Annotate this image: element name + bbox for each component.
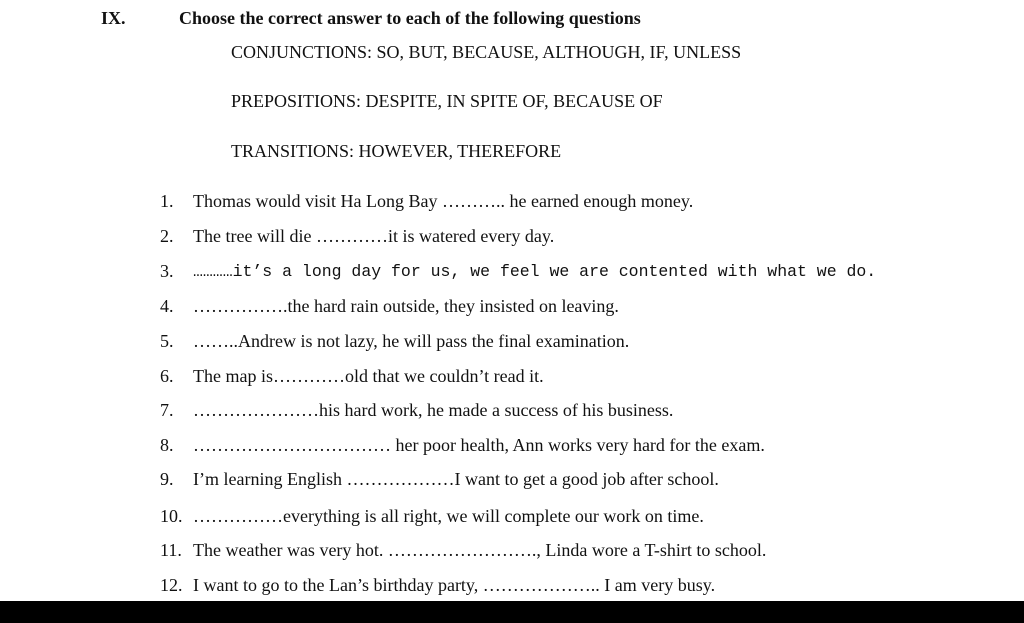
question-text: I’m learning English ………………I want to get a good job after school.	[193, 469, 719, 489]
bottom-black-bar	[0, 601, 1024, 623]
question-text: …………….the hard rain outside, they insisted on leaving.	[193, 296, 619, 316]
question-number: 8.	[160, 435, 174, 455]
question-text: I want to go to the Lan’s birthday party, ……………….. I am very busy.	[193, 575, 716, 595]
question-item	[0, 191, 1024, 217]
question-number: 2.	[160, 226, 174, 246]
question-item	[0, 366, 1024, 392]
question-text: …………………………… her poor health, Ann works very hard for the exam.	[193, 435, 765, 455]
question-number: 6.	[160, 366, 174, 386]
question-number: 9.	[160, 469, 174, 489]
question-text: Thomas would visit Ha Long Bay ……….. he earned enough money.	[193, 191, 694, 211]
question-item	[0, 435, 1024, 461]
word-bank-prepositions: PREPOSITIONS: DESPITE, IN SPITE OF, BECAUSE OF	[231, 91, 663, 111]
question-text: …………………his hard work, he made a success of his business.	[193, 400, 674, 420]
word-bank-transitions: TRANSITIONS: HOWEVER, THEREFORE	[231, 141, 562, 161]
question-text: ……..Andrew is not lazy, he will pass the final examination.	[193, 331, 630, 351]
section-title: Choose the correct answer to each of the following questions	[179, 8, 641, 28]
question-text: ……………everything is all right, we will complete our work on time.	[193, 506, 704, 526]
question-item	[0, 469, 1024, 495]
question-number: 10.	[160, 506, 183, 526]
question-text: …………it’s a long day for us, we feel we are contented with what we do.	[193, 262, 877, 281]
question-number: 7.	[160, 400, 174, 420]
question-item	[0, 331, 1024, 357]
question-item	[0, 506, 1024, 532]
question-item	[0, 226, 1024, 252]
question-text: The tree will die …………it is watered every day.	[193, 226, 555, 246]
question-item	[0, 575, 1024, 601]
question-text: The map is…………old that we couldn’t read it.	[193, 366, 544, 386]
question-text: The weather was very hot. ……………………., Linda wore a T-shirt to school.	[193, 540, 767, 560]
question-item	[0, 261, 1024, 287]
question-number: 12.	[160, 575, 183, 595]
question-number: 3.	[160, 261, 174, 281]
question-number: 4.	[160, 296, 174, 316]
question-number: 1.	[160, 191, 174, 211]
question-item	[0, 540, 1024, 566]
word-bank-conjunctions: CONJUNCTIONS: SO, BUT, BECAUSE, ALTHOUGH, IF, UNLESS	[231, 42, 742, 62]
question-item	[0, 296, 1024, 322]
question-item	[0, 400, 1024, 426]
question-number: 11.	[160, 540, 182, 560]
section-number: IX.	[101, 8, 126, 28]
question-number: 5.	[160, 331, 174, 351]
